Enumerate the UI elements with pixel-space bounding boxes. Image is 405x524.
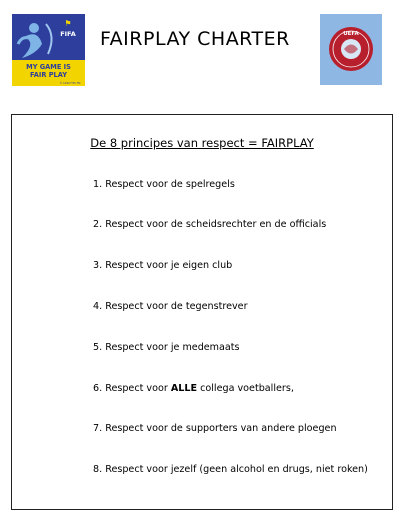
fifa-copyright: © 1990 FIFA TM	[59, 82, 81, 85]
fifa-slogan-line2: FAIR PLAY	[30, 71, 67, 79]
principle-6-emphasis: ALLE	[170, 383, 198, 394]
principle-4: 4. Respect voor de tegenstrever	[93, 301, 248, 312]
principle-7: 7. Respect voor de supporters van andere ploegen	[93, 423, 337, 434]
fifa-brand-text: FIFA	[60, 30, 76, 38]
fifa-fair-play-logo	[12, 14, 85, 86]
uefa-logo	[320, 14, 382, 85]
uefa-logo-text: UEFA	[343, 31, 359, 37]
principle-8: 8. Respect voor jezelf (geen alcohol en drugs, niet roken)	[93, 464, 368, 475]
principle-5: 5. Respect voor je medemaats	[93, 342, 240, 353]
principle-1: 1. Respect voor de spelregels	[93, 179, 235, 190]
principle-2: 2. Respect voor de scheidsrechter en de officials	[93, 219, 327, 230]
principle-6-text-after: collega voetballers,	[197, 383, 294, 394]
charter-heading: De 8 principes van respect = FAIRPLAY	[90, 136, 314, 150]
principle-3: 3. Respect voor je eigen club	[93, 260, 233, 271]
charter-box	[11, 114, 393, 510]
fifa-slogan-line1: MY GAME IS	[26, 63, 71, 71]
principle-6-text-before: 6. Respect voor	[93, 383, 171, 394]
principle-6	[93, 383, 294, 394]
page-title: FAIRPLAY CHARTER	[100, 28, 290, 50]
svg-text:⚑: ⚑	[64, 19, 72, 28]
